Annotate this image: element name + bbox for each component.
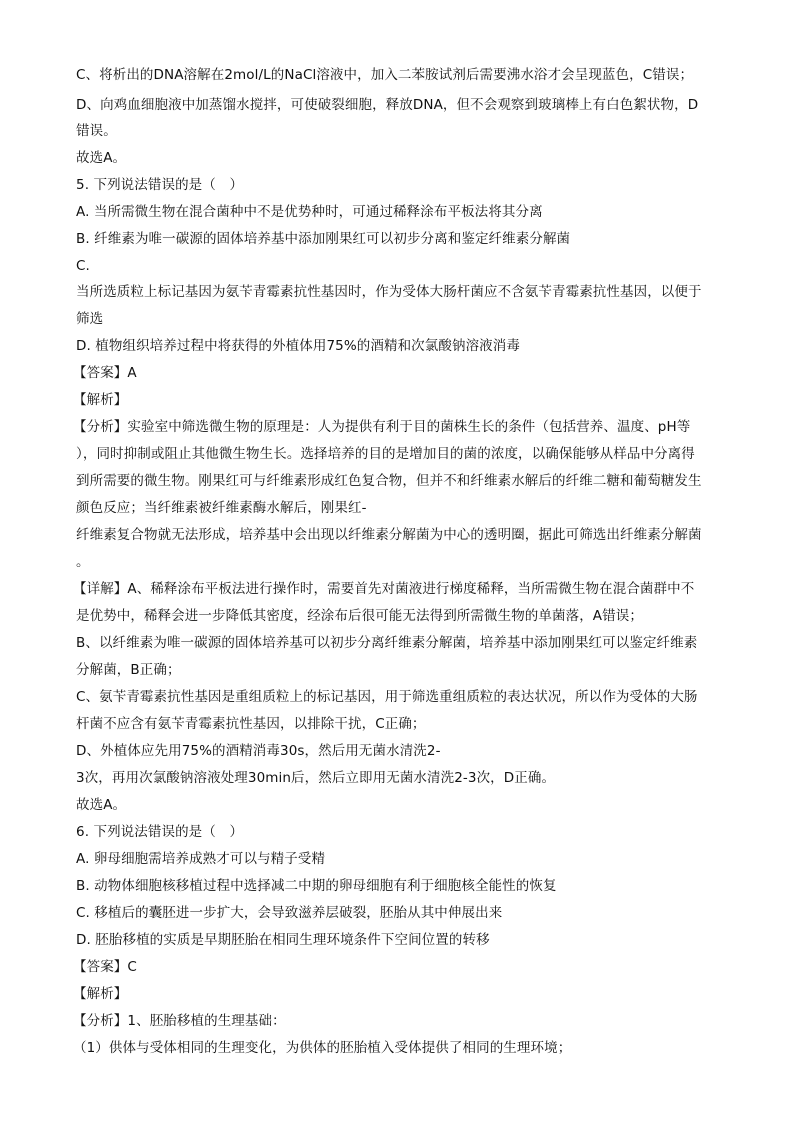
text-line: 3次，再用次氯酸钠溶液处理30min后，然后立即用无菌水清洗2-3次，D正确。: [76, 770, 556, 786]
question-5: 5. 下列说法错误的是（ ）: [76, 177, 244, 193]
text-line: 颜色反应；当纤维素被纤维素酶水解后，刚果红-: [76, 500, 367, 516]
option-b: B. 动物体细胞核移植过程中选择减二中期的卵母细胞有利于细胞核全能性的恢复: [76, 878, 557, 894]
text-line: 到所需要的微生物。刚果红可与纤维素形成红色复合物，但并不和纤维素水解后的纤维二糖和葡萄糖发生: [76, 473, 702, 489]
answer-label: 【答案】C: [73, 959, 137, 975]
text-line: 杆菌不应含有氨苄青霉素抗性基因，以排除干扰，C正确；: [76, 716, 426, 732]
text-line: 【详解】A、稀释涂布平板法进行操作时，需要首先对菌液进行梯度稀释，当所需微生物在混合菌群中不: [73, 581, 695, 597]
text-line: C、将析出的DNA溶解在2mol/L的NaCl溶液中，加入二苯胺试剂后需要沸水浴才会呈现蓝色，C错误；: [76, 67, 694, 83]
text-line: 【分析】1、胚胎移植的生理基础：: [73, 1013, 286, 1029]
text-line: ），同时抑制或阻止其他微生物生长。选择培养的目的是增加目的菌的浓度，以确保能够从样品中分离得: [76, 446, 695, 462]
text-line: 故选A。: [76, 797, 127, 813]
answer-label: 【答案】A: [73, 365, 137, 381]
text-line: 当所选质粒上标记基因为氨苄青霉素抗性基因时，作为受体大肠杆菌应不含氨苄青霉素抗性基因，以便于: [76, 284, 702, 300]
text-line: 筛选: [76, 311, 104, 327]
option-b: B. 纤维素为唯一碳源的固体培养基中添加刚果红可以初步分离和鉴定纤维素分解菌: [76, 231, 571, 247]
text-line: 分解菌，B正确；: [76, 662, 181, 678]
option-a: A. 卵母细胞需培养成熟才可以与精子受精: [76, 851, 326, 867]
text-line: （1）供体与受体相同的生理变化，为供体的胚胎植入受体提供了相同的生理环境；: [73, 1040, 572, 1056]
text-line: 纤维素复合物就无法形成，培养基中会出现以纤维素分解菌为中心的透明圈，据此可筛选出纤维素分解菌: [76, 527, 702, 543]
text-line: B、以纤维素为唯一碳源的固体培养基可以初步分离纤维素分解菌，培养基中添加刚果红可以鉴定纤维素: [76, 635, 698, 651]
text-line: D、外植体应先用75%的酒精消毒30s，然后用无菌水清洗2-: [76, 743, 441, 759]
option-d: D. 植物组织培养过程中将获得的外植体用75%的酒精和次氯酸钠溶液消毒: [76, 338, 520, 354]
text-line: D、向鸡血细胞液中加蒸馏水搅拌，可使破裂细胞，释放DNA，但不会观察到玻璃棒上有白色絮状物，D: [76, 97, 699, 113]
option-c: C. 移植后的囊胚进一步扩大，会导致滋养层破裂，胚胎从其中伸展出来: [76, 905, 503, 921]
text-line: 【分析】实验室中筛选微生物的原理是：人为提供有利于目的菌株生长的条件（包括营养、温度、pH等: [73, 419, 691, 435]
text-line: 是优势中，稀释会进一步降低其密度，经涂布后很可能无法得到所需微生物的单菌落，A错误；: [76, 608, 643, 624]
option-c: C.: [76, 258, 90, 274]
option-a: A. 当所需微生物在混合菌种中不是优势种时，可通过稀释涂布平板法将其分离: [76, 204, 543, 220]
text-line: 。: [76, 554, 90, 570]
analysis-label: 【解析】: [73, 392, 128, 408]
analysis-label: 【解析】: [73, 986, 128, 1002]
text-line: 错误。: [76, 123, 117, 139]
question-6: 6. 下列说法错误的是（ ）: [76, 824, 244, 840]
text-line: 故选A。: [76, 150, 127, 166]
option-d: D. 胚胎移植的实质是早期胚胎在相同生理环境条件下空间位置的转移: [76, 932, 490, 948]
text-line: C、氨苄青霉素抗性基因是重组质粒上的标记基因，用于筛选重组质粒的表达状况，所以作为受体的大肠: [76, 689, 698, 705]
